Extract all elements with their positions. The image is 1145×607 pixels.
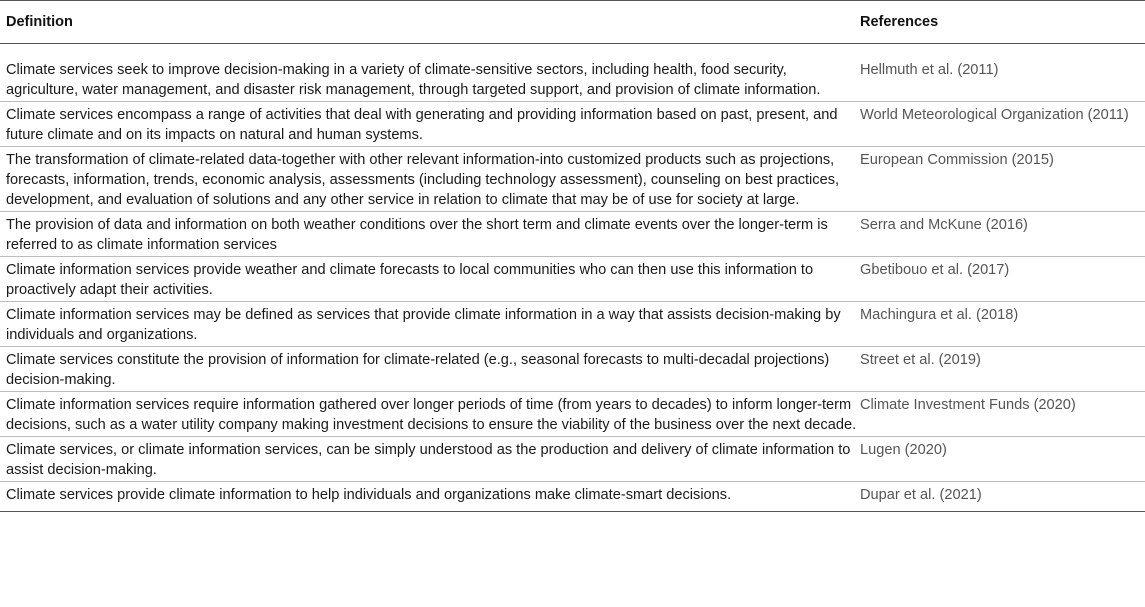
- table-row: [0, 392, 1145, 437]
- table-row: [0, 44, 1145, 102]
- definition-cell: Climate information services provide weather and climate forecasts to local communities who can then use this information to proactively adapt their activities.: [0, 257, 857, 302]
- definition-cell: The provision of data and information on both weather conditions over the short term and climate events over the longer-term is referred to as climate information services: [0, 212, 857, 257]
- table-row: [0, 102, 1145, 147]
- reference-cell: Serra and McKune (2016): [857, 212, 1145, 257]
- definition-cell: Climate services, or climate information services, can be simply understood as the production and delivery of climate information to assist decision-making.: [0, 437, 857, 482]
- definition-cell: Climate services seek to improve decision-making in a variety of climate-sensitive sectors, including health, food security, agriculture, water management, and disaster risk management, through targeted support, and provision of climate information.: [0, 44, 857, 102]
- header-row: [0, 1, 1145, 44]
- reference-cell: Climate Investment Funds (2020): [857, 392, 1145, 437]
- definition-cell: Climate information services may be defined as services that provide climate information in a way that assists decision-making by individuals and organizations.: [0, 302, 857, 347]
- reference-cell: Gbetibouo et al. (2017): [857, 257, 1145, 302]
- table-row: [0, 482, 1145, 512]
- definition-cell: Climate services encompass a range of activities that deal with generating and providing information based on past, present, and future climate and on its impacts on natural and human systems.: [0, 102, 857, 147]
- reference-cell: European Commission (2015): [857, 147, 1145, 212]
- reference-cell: World Meteorological Organization (2011): [857, 102, 1145, 147]
- table-row: [0, 347, 1145, 392]
- table-row: [0, 212, 1145, 257]
- definition-cell: The transformation of climate-related data-together with other relevant information-into customized products such as projections, forecasts, information, trends, economic analysis, assessments (including technology assessment), counseling on best practices, development, and evaluation of solutions and any other service in relation to climate that may be of use for society at large.: [0, 147, 857, 212]
- table-row: [0, 147, 1145, 212]
- table-row: [0, 257, 1145, 302]
- table-body: [0, 44, 1145, 512]
- reference-cell: Street et al. (2019): [857, 347, 1145, 392]
- reference-cell: Machingura et al. (2018): [857, 302, 1145, 347]
- header-references: References: [857, 1, 1145, 44]
- reference-cell: Dupar et al. (2021): [857, 482, 1145, 512]
- header-definition: Definition: [0, 1, 857, 44]
- definition-cell: Climate services constitute the provision of information for climate-related (e.g., seasonal forecasts to multi-decadal projections) decision-making.: [0, 347, 857, 392]
- table-header: [0, 1, 1145, 44]
- definition-cell: Climate information services require information gathered over longer periods of time (from years to decades) to inform longer-term decisions, such as a water utility company making investment decisions to ensure the viability of the business over the next decade.: [0, 392, 857, 437]
- reference-cell: Lugen (2020): [857, 437, 1145, 482]
- reference-cell: Hellmuth et al. (2011): [857, 44, 1145, 102]
- table-row: [0, 437, 1145, 482]
- table-row: [0, 302, 1145, 347]
- definition-cell: Climate services provide climate information to help individuals and organizations make climate-smart decisions.: [0, 482, 857, 512]
